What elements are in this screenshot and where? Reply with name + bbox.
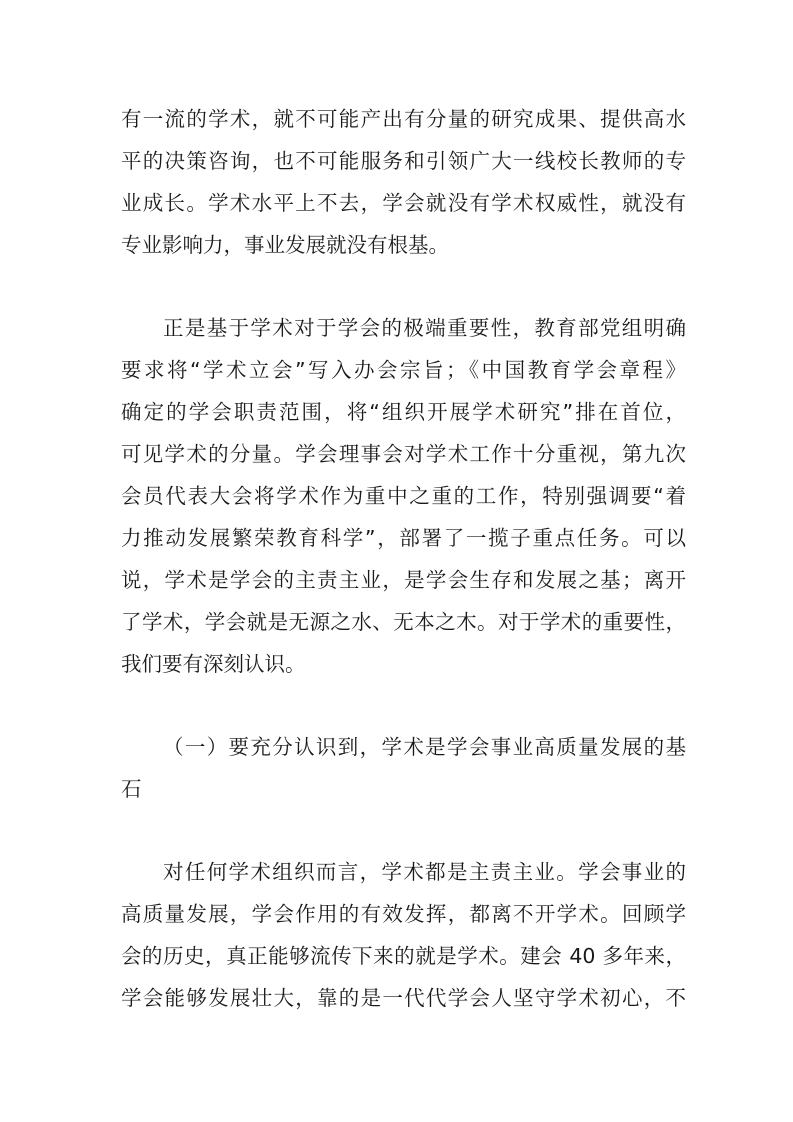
text-line: 了学术，学会就是无源之水、无本之木。对于学术的重要性， [121,610,686,634]
heading-line: （一）要充分认识到，学术是学会事业高质量发展的基 [163,735,686,759]
text-line: 可见学术的分量。学会理事会对学术工作十分重视，第九次 [121,442,686,466]
text-line: 对任何学术组织而言，学术都是主责主业。学会事业的 [163,860,686,884]
text-line: 确定的学会职责范围，将“组织开展学术研究”排在首位， [121,400,686,424]
text-line: 学会能够发展壮大，靠的是一代代学会人坚守学术初心，不 [121,986,686,1010]
text-line: 会的历史，真正能够流传下来的就是学术。建会 40 多年来， [121,944,686,968]
heading-line: 石 [121,777,142,801]
text-line: 会员代表大会将学术作为重中之重的工作，特别强调要“着 [121,484,686,508]
text-line: 业成长。学术水平上不去，学会就没有学术权威性，就没有 [121,191,686,215]
text-line: 我们要有深刻认识。 [121,652,306,676]
text-line: 正是基于学术对于学会的极端重要性，教育部党组明确 [163,316,686,340]
text-line: 专业影响力，事业发展就没有根基。 [121,233,449,257]
text-line: 要求将“学术立会”写入办会宗旨；《中国教育学会章程》 [121,358,686,382]
text-line: 平的决策咨询，也不可能服务和引领广大一线校长教师的专 [121,149,686,173]
text-line: 有一流的学术，就不可能产出有分量的研究成果、提供高水 [121,107,686,131]
text-line: 高质量发展，学会作用的有效发挥，都离不开学术。回顾学 [121,902,686,926]
text-line: 说，学术是学会的主责主业，是学会生存和发展之基；离开 [121,568,686,592]
text-line: 力推动发展繁荣教育科学”，部署了一揽子重点任务。可以 [121,526,686,550]
